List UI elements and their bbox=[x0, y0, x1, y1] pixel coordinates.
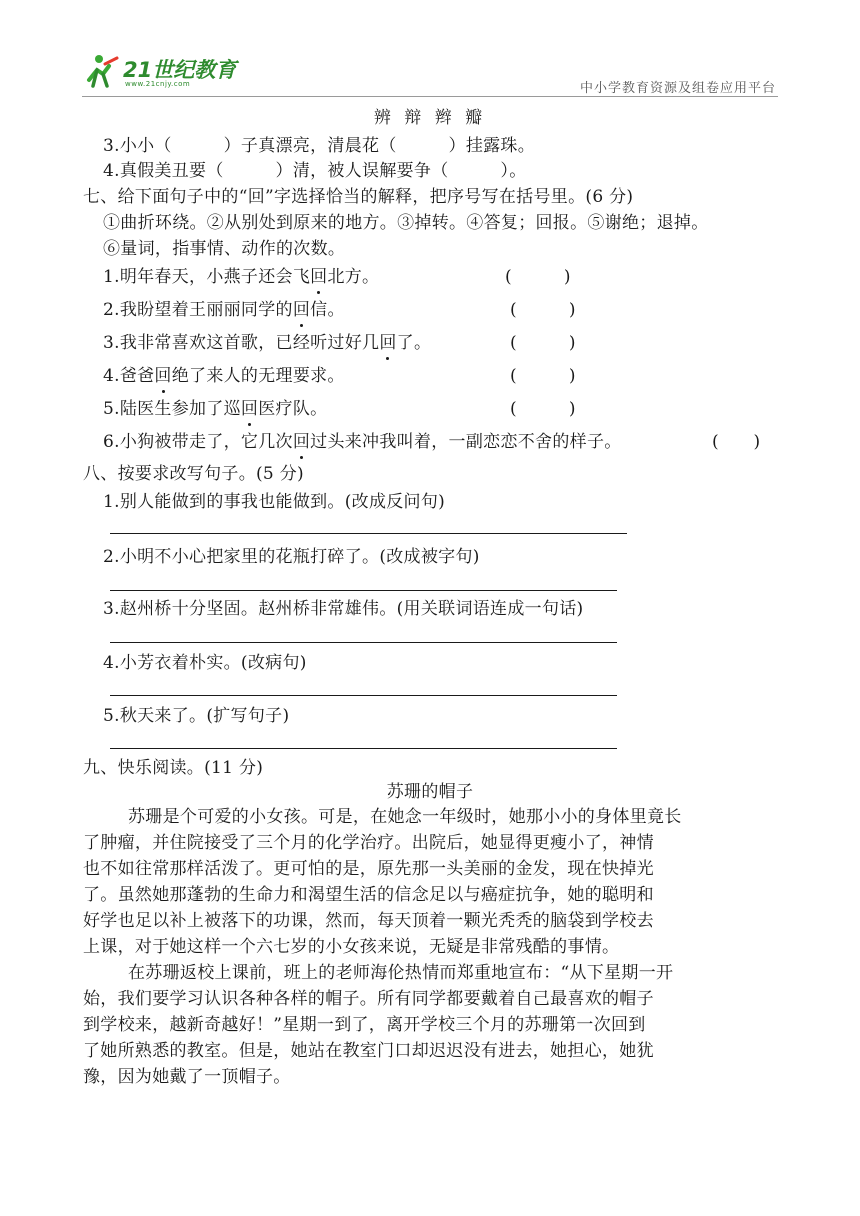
answer-paren[interactable]: ( ) bbox=[510, 300, 576, 320]
answer-paren[interactable]: ( ) bbox=[510, 333, 576, 353]
logo-url: www.21cnjy.com bbox=[125, 80, 191, 88]
answer-line[interactable] bbox=[110, 533, 627, 534]
q7-item: 1.明年春天，小燕子还会飞回北方。 bbox=[103, 267, 380, 287]
platform-label: 中小学教育资源及组卷应用平台 bbox=[579, 81, 776, 96]
q7-item: 2.我盼望着王丽丽同学的回信。 bbox=[103, 300, 345, 320]
emphasized-char: 回 bbox=[292, 432, 311, 452]
answer-line[interactable] bbox=[110, 642, 617, 643]
q8-item-3: 3.赵州桥十分坚固。赵州桥非常雄伟。(用关联词语连成一句话) bbox=[103, 599, 584, 619]
q7-item: 5.陆医生参加了巡回医疗队。 bbox=[103, 399, 328, 419]
section9-title: 九、快乐阅读。(11 分) bbox=[83, 758, 264, 778]
answer-paren[interactable]: ( ) bbox=[712, 432, 761, 452]
q7-item: 6.小狗被带走了，它几次回过头来冲我叫着，一副恋恋不舍的样子。 bbox=[103, 432, 622, 452]
emphasized-char: 回 bbox=[240, 399, 259, 419]
passage-line: 在苏珊返校上课前，班上的老师海伦热情而郑重地宣布：“从下星期一开 bbox=[128, 963, 674, 983]
passage-line: 了她所熟悉的教室。但是，她站在教室门口却迟迟没有进去，她担心，她犹 bbox=[83, 1041, 654, 1061]
char-choices: 辨 辩 辫 瓣 bbox=[373, 108, 487, 128]
emphasized-char: 回 bbox=[310, 267, 328, 287]
q8-item-5: 5.秋天来了。(扩写句子) bbox=[103, 706, 290, 726]
passage-line: 苏珊是个可爱的小女孩。可是，在她念一年级时，她那小小的身体里竟长 bbox=[128, 807, 682, 827]
answer-line[interactable] bbox=[110, 748, 617, 749]
passage-line: 也不如往常那样活泼了。更可怕的是，原先那一头美丽的金发，现在快掉光 bbox=[83, 859, 654, 879]
passage-line: 始，我们要学习认识各种各样的帽子。所有同学都要戴着自己最喜欢的帽子 bbox=[83, 989, 654, 1009]
answer-paren[interactable]: ( ) bbox=[510, 366, 576, 386]
passage-line: 好学也足以补上被落下的功课，然而，每天顶着一颗光秃秃的脑袋到学校去 bbox=[83, 911, 654, 931]
answer-line[interactable] bbox=[110, 695, 617, 696]
logo-text: 21世纪教育 bbox=[123, 58, 237, 82]
passage-line: 到学校来，越新奇越好！”星期一到了，离开学校三个月的苏珊第一次回到 bbox=[83, 1015, 646, 1035]
q7-item: 3.我非常喜欢这首歌，已经听过好几回了。 bbox=[103, 333, 432, 353]
q8-item-4: 4.小芳衣着朴实。(改病句) bbox=[103, 653, 307, 673]
q7-item: 4.爸爸回绝了来人的无理要求。 bbox=[103, 366, 345, 386]
passage-line: 了肿瘤，并住院接受了三个月的化学治疗。出院后，她显得更瘦小了，神情 bbox=[83, 833, 654, 853]
q8-item-2: 2.小明不小心把家里的花瓶打碎了。(改成被字句) bbox=[103, 547, 480, 567]
q6-item-4: 4.真假美丑要（ ）清，被人误解要争（ ）。 bbox=[103, 161, 527, 181]
answer-paren[interactable]: ( ) bbox=[510, 399, 576, 419]
emphasized-char: 回 bbox=[379, 333, 397, 353]
site-logo bbox=[85, 50, 235, 96]
passage-line: 了。虽然她那蓬勃的生命力和渴望生活的信念足以与癌症抗争，她的聪明和 bbox=[83, 885, 654, 905]
header-divider bbox=[82, 96, 778, 97]
section8-title: 八、按要求改写句子。(5 分) bbox=[83, 464, 304, 484]
section7-title: 七、给下面句子中的“回”字选择恰当的解释，把序号写在括号里。(6 分) bbox=[83, 187, 634, 207]
emphasized-char: 回 bbox=[292, 300, 311, 320]
q8-item-1: 1.别人能做到的事我也能做到。(改成反问句) bbox=[103, 492, 446, 512]
passage-title: 苏珊的帽子 bbox=[386, 782, 474, 802]
emphasized-char: 回 bbox=[154, 366, 172, 386]
section7-options-1: ①曲折环绕。②从别处到原来的地方。③掉转。④答复；回报。⑤谢绝；退掉。 bbox=[103, 213, 709, 233]
answer-line[interactable] bbox=[110, 590, 617, 591]
passage-line: 上课，对于她这样一个六七岁的小女孩来说，无疑是非常残酷的事情。 bbox=[83, 937, 620, 957]
answer-paren[interactable]: ( ) bbox=[505, 267, 571, 287]
q6-item-3: 3.小小（ ）子真漂亮，清晨花（ ）挂露珠。 bbox=[103, 136, 536, 156]
passage-line: 豫，因为她戴了一顶帽子。 bbox=[83, 1067, 291, 1087]
section7-options-2: ⑥量词，指事情、动作的次数。 bbox=[103, 239, 346, 259]
